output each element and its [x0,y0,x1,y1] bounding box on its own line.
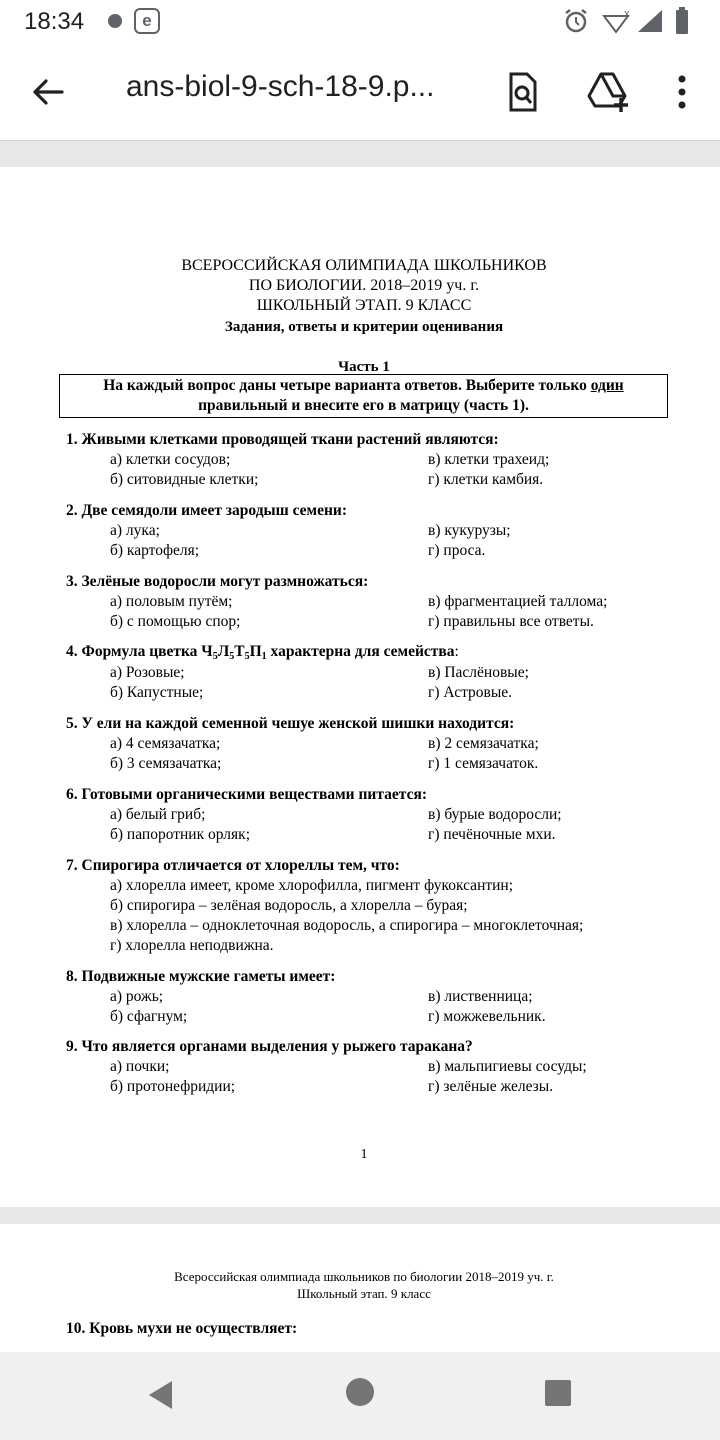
battery-icon [676,7,688,34]
nav-home-icon[interactable] [344,1376,376,1408]
question-2: 2. Две семядоли имеет зародыш семени: [66,502,348,519]
q4-option-d: г) Астровые. [428,684,513,701]
search-in-document-icon[interactable] [498,68,546,116]
document-title: ans-biol-9-sch-18-9.p... [126,70,435,103]
q2-option-c: в) кукурузы; [428,522,511,539]
q6-option-b: б) папоротник орляк; [110,826,250,843]
q5-option-d: г) 1 семязачаток. [428,755,539,772]
q7-option-c: в) хлорелла – одноклеточная водоросль, а спирогира – многоклеточная; [110,917,584,934]
q2-option-b: б) картофеля; [110,542,200,559]
doc-header-line-2: ПО БИОЛОГИИ. 2018–2019 уч. г. [248,277,480,294]
q8-option-c: в) лиственница; [428,988,533,1005]
q4-option-a: а) Розовые; [110,664,185,681]
more-options-icon[interactable] [658,68,706,116]
svg-text:x: x [624,8,630,20]
question-5: 5. У ели на каждой семенной чешуе женской шишки находится: [66,715,515,732]
q1-option-d: г) клетки камбия. [428,471,544,488]
pdf-page-1 [0,167,720,1207]
system-nav-bar [0,1352,720,1440]
q3-option-d: г) правильны все ответы. [428,613,594,630]
status-icons [560,6,700,36]
q7-option-b: б) спирогира – зелёная водоросль, а хлорелла – бурая; [110,897,468,914]
nav-back-icon[interactable] [144,1378,176,1412]
q9-option-d: г) зелёные железы. [428,1078,554,1095]
q3-option-c: в) фрагментацией таллома; [428,593,608,610]
back-arrow-icon[interactable] [28,72,68,112]
q3-option-b: б) с помощью спор; [110,613,241,630]
page-gap [0,141,720,167]
q6-option-c: в) бурые водоросли; [428,806,562,823]
q1-option-b: б) ситовидные клетки; [110,471,259,488]
q9-option-a: а) почки; [110,1058,170,1075]
q7-option-a: а) хлорелла имеет, кроме хлорофилла, пигмент фукоксантин; [110,877,514,894]
question-7: 7. Спирогира отличается от хлореллы тем, что: [66,857,400,874]
q3-option-a: а) половым путём; [110,593,233,610]
page2-header-line-2: Школьный этап. 9 класс [297,1286,431,1301]
q4-option-b: б) Капустные; [110,684,204,701]
alarm-icon [566,10,586,31]
page-number: 1 [360,1147,368,1162]
nav-recents-icon[interactable] [543,1378,573,1408]
doc-header-line-4: Задания, ответы и критерии оценивания [224,319,504,335]
question-1: 1. Живыми клетками проводящей ткани растений являются: [66,431,499,448]
browser-notification-icon: e [134,8,160,34]
q6-option-d: г) печёночные мхи. [428,826,556,843]
question-9: 9. Что является органами выделения у рыжего таракана? [66,1038,473,1055]
question-10: 10. Кровь мухи не осуществляет: [66,1320,298,1337]
q5-option-a: а) 4 семязачатка; [110,735,221,752]
part-title: Часть 1 [338,359,390,375]
doc-header-line-3: ШКОЛЬНЫЙ ЭТАП. 9 КЛАСС [256,297,472,314]
q2-option-a: а) лука; [110,522,160,539]
instruction-line-1: На каждый вопрос даны четыре варианта ответов. Выберите только один [103,377,624,394]
app-toolbar [0,44,720,141]
q5-option-b: б) 3 семязачатка; [110,755,222,772]
status-bar [0,0,720,44]
notification-dot-icon [108,14,122,28]
q1-option-c: в) клетки трахеид; [428,451,550,468]
save-to-drive-icon[interactable] [584,68,632,116]
q8-option-b: б) сфагнум; [110,1008,188,1025]
question-8: 8. Подвижные мужские гаметы имеет: [66,968,336,985]
q9-option-c: в) мальпигиевы сосуды; [428,1058,587,1075]
question-3: 3. Зелёные водоросли могут размножаться: [66,573,369,590]
pdf-page-2 [0,1224,720,1354]
q2-option-d: г) проса. [428,542,486,559]
q5-option-c: в) 2 семязачатка; [428,735,539,752]
q9-option-b: б) протонефридии; [110,1078,236,1095]
instruction-line-2: правильный и внесите его в матрицу (часть 1). [198,397,529,414]
q6-option-a: а) белый гриб; [110,806,206,823]
q8-option-d: г) можжевельник. [428,1008,546,1025]
doc-header-line-1: ВСЕРОССИЙСКАЯ ОЛИМПИАДА ШКОЛЬНИКОВ [181,257,547,274]
instruction-box [59,374,668,418]
signal-icon [638,10,662,32]
question-6: 6. Готовыми органическими веществами питается: [66,786,427,803]
status-time: 18:34 [24,8,85,35]
q1-option-a: а) клетки сосудов; [110,451,231,468]
q4-option-c: в) Паслёновые; [428,664,529,681]
q7-option-d: г) хлорелла неподвижна. [110,937,274,954]
q8-option-a: а) рожь; [110,988,164,1005]
question-4: 4. Формула цветка $Ч_5Л_5Т_5П_1$ характерна для семейства: [66,643,459,662]
page2-header-line-1: Всероссийская олимпиада школьников по биологии 2018–2019 уч. г. [174,1269,554,1284]
